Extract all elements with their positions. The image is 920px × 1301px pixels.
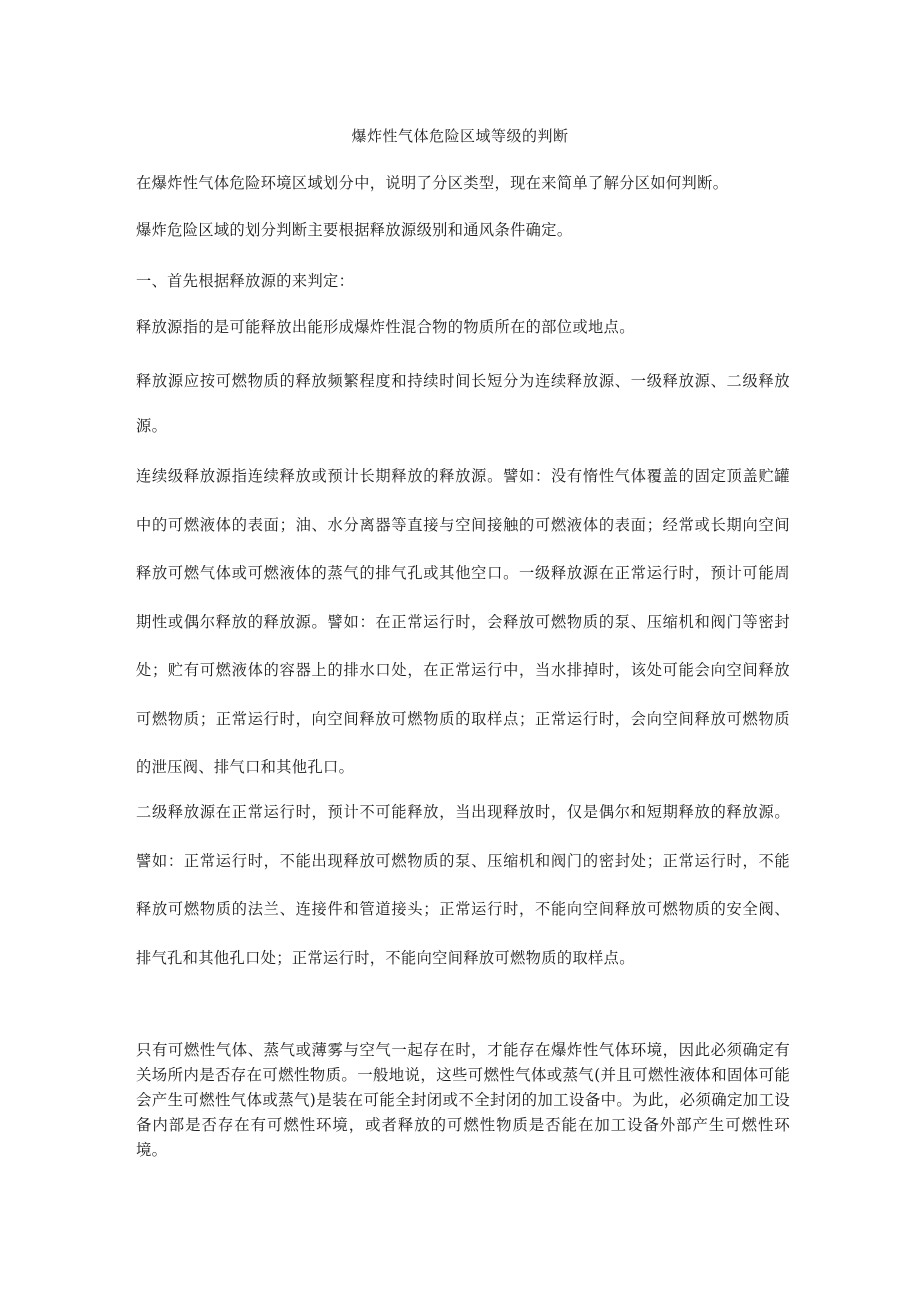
paragraph-continuous-source: 连续级释放源指连续释放或预计长期释放的释放源。譬如：没有惰性气体覆盖的固定顶盖贮罐中的可燃液体的表面；油、水分离器等直接与空间接触的可燃液体的表面；经常或长期向空间释放可燃气体或可燃液体的蒸气的排气孔或其他空口。一级释放源在正常运行时，预计可能周期性或偶尔释放的释放源。譬如：在正常运行时，会释放可燃物质的泵、压缩机和阀门等密封处；贮有可燃液体的容器上的排水口处，在正常运行中，当水排掉时，该处可能会向空间释放可燃物质；正常运行时，向空间释放可燃物质的取样点；正常运行时，会向空间释放可燃物质的泄压阀、排气口和其他孔口。 bbox=[136, 467, 790, 776]
paragraph-basis: 爆炸危险区域的划分判断主要根据释放源级别和通风条件确定。 bbox=[136, 221, 573, 239]
section-heading-1: 一、首先根据释放源的来判定： bbox=[136, 272, 355, 290]
paragraph-secondary-source: 二级释放源在正常运行时，预计不可能释放，当出现释放时，仅是偶尔和短期释放的释放源。譬如：正常运行时，不能出现释放可燃物质的泵、压缩机和阀门的密封处；正常运行时，不能释放可燃物质的法兰、连接件和管道接头；正常运行时，不能向空间释放可燃物质的安全阀、排气孔和其他孔口处；正常运行时，不能向空间释放可燃物质的取样点。 bbox=[136, 803, 790, 967]
paragraph-flammable-environment: 只有可燃性气体、蒸气或薄雾与空气一起存在时，才能存在爆炸性气体环境，因此必须确定有关场所内是否存在可燃性物质。一般地说，这些可燃性气体或蒸气(并且可燃性液体和固体可能会产生可燃性气体或蒸气)是装在可能全封闭或不全封闭的加工设备中。为此，必须确定加工设备内部是否存在有可燃性环境，或者释放的可燃性物质是否能在加工设备外部产生可燃性环境。 bbox=[136, 1041, 790, 1159]
document-title: 爆炸性气体危险区域等级的判断 bbox=[351, 127, 569, 145]
paragraph-definition: 释放源指的是可能释放出能形成爆炸性混合物的物质所在的部位或地点。 bbox=[136, 318, 635, 336]
paragraph-intro: 在爆炸性气体危险环境区域划分中，说明了分区类型，现在来简单了解分区如何判断。 bbox=[136, 174, 729, 192]
paragraph-classification: 释放源应按可燃物质的释放频繁程度和持续时间长短分为连续释放源、一级释放源、二级释放源。 bbox=[136, 372, 790, 435]
